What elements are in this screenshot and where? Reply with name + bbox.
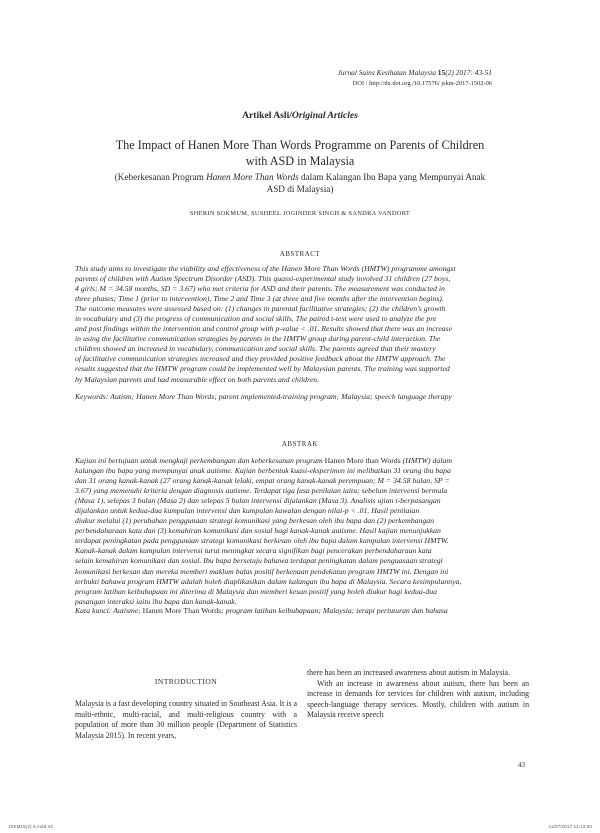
- subtitle-part-1: (Keberkesanan Program: [114, 172, 207, 182]
- abstrak-line: terdapat peningkatan pada penggunaan strategi komunikasi berkesan oleh ibu bapa dalam kumpulan intervensi HMTW.: [75, 536, 449, 546]
- abstrak-keywords: [75, 606, 524, 616]
- abstract-line: of facilitative communication strategies increased and they provided positive feedback about the HMTW approach. The: [75, 354, 446, 364]
- abstrak-line: (Masa 1), selepas 3 bulan (Masa 2) dan selepas 5 bulan intervensi dijalankan (Masa 3). Analisis ujian t-berpasangan: [75, 496, 441, 506]
- article-type-english: Original Articles: [291, 110, 358, 121]
- article-type-heading: [0, 110, 600, 121]
- abstract-line: The outcome measures were assessed based on: (1) changes in parental facilitative strategies; (2) the children's growth: [75, 304, 446, 314]
- abstract-line: and post findings within the intervention and control group with p-value < .01. Results showed that there was an increase: [75, 324, 453, 334]
- doi-line: DOI : http://dx.doi.org./10.17576/ jskm-2017-1502-06: [352, 80, 492, 87]
- journal-issue-pages: (2) 2017: 43-51: [445, 68, 492, 77]
- kata-kunci-part: Hanen More Than Words: [142, 606, 222, 615]
- abstract-body: [75, 264, 524, 385]
- print-slug-left: JSKM15(2) 6.indd 43: [8, 824, 54, 829]
- abstrak-heading: ABSTRAK: [282, 441, 318, 448]
- abstrak-line-part: Hanen More than Words: [324, 456, 401, 465]
- abstrak-line: diukur melalui (1) perubahan penggunaan strategi komunikasi yang berkesan oleh ibu bapa dan (2) perkembangan: [75, 516, 435, 526]
- abstract-line: This study aims to investigate the viability and effectiveness of the Hanen More Than Words (HMTW) programme amongst: [75, 264, 456, 273]
- abstrak-line: terbukti bahawa program HMTW adalah boleh diaplikasikan dalam kalangan ibu bapa di Malaysia. Secara kesimpulannya,: [75, 576, 462, 586]
- intro-paragraph: With an increase in awareness about autism, there has been an increase in demands for services for children with autism, including speech-language therapy services. Mostly, children with autism in Malaysia receive speech: [307, 678, 529, 720]
- intro-left-column: [75, 699, 297, 741]
- abstrak-line: perbendaharaan kata dan (3) kemahiran komunikasi dan sosial bagi kanak-kanak autisme. Hasil kajian menunjukkan: [75, 526, 441, 536]
- abstrak-line-part: (HMTW) dalam: [400, 456, 452, 465]
- abstract-line: parents of children with Autism Spectrum Disorder (ASD). This quassi-experimental study involved 31 children (27 boys,: [75, 274, 451, 284]
- abstrak-line: pasangan interaksi iaitu ibu bapa dan kanak-kanak.: [75, 596, 237, 606]
- intro-paragraph: Malaysia is a fast developing country situated in Southeast Asia. It is a multi-ethnic, multi-racial, and multi-religious country with a population of more than 30 million people (Department of Statistics Malaysia 2015). In recent years,: [75, 699, 297, 740]
- journal-citation: [192, 68, 492, 78]
- print-slug-right: 11/07/2017 11:13:00: [548, 824, 592, 829]
- kata-kunci-part: Autisme;: [111, 606, 143, 615]
- abstrak-line: program latihan keibubapaan ini diterima di Malaysia dan memberi kesan positif yang boleh diukur bagi kedua-dua: [75, 586, 437, 596]
- subtitle-part-2: dalam Kalangan Ibu Bapa yang Mempunyai Anak ASD di Malaysia): [266, 172, 486, 194]
- abstrak-line: [75, 456, 524, 466]
- intro-paragraph: there has been an increased awareness about autism in Malaysia.: [307, 668, 510, 677]
- abstract-line: three phases; Time 1 (prior to intervention), Time 2 and Time 3 (at three and five months after the intervention begins).: [75, 294, 444, 304]
- introduction-heading: INTRODUCTION: [154, 677, 218, 686]
- author-list: SHERIN SOKMUM, SUSHEEL JOGINDER SINGH & SANDRA VANDORT: [189, 210, 411, 217]
- journal-volume: 15: [437, 68, 446, 77]
- abstrak-line: selain kemahiran komunikasi dan sosial. Ibu bapa bersetuju bahawa terdapat peningkatan dalam penguasaan strategi: [75, 556, 443, 566]
- abstrak-line: dan 31 orang kanak-kanak (27 orang kanak-kanak lelaki, empat orang kanak-kanak perempuan; M = 34.58 bulan, SP =: [75, 476, 450, 486]
- abstract-line: by Malaysian parents and had measurable effect on both parents and children.: [75, 374, 320, 384]
- page-number: 43: [518, 761, 525, 769]
- abstract-line: in using the facilitative communication strategies by parents in the HMTW group during parent-child interaction. The: [75, 334, 441, 344]
- abstract-line: results suggested that the HMTW program could be implemented well by Malaysian parents. The training was supported: [75, 364, 450, 374]
- abstrak-line: Kanak-kanak dalam kumpulan intervensi turut meningkat secara signifikan bagi pencerakan perbendaharaan kata: [75, 546, 432, 556]
- kata-kunci-label: Kata kunci:: [75, 606, 112, 615]
- abstract-keywords: [75, 392, 524, 402]
- keywords-text: Autism; Hanen More Than Words; parent implemented-training program; Malaysia; speech language therapy: [108, 392, 452, 401]
- kata-kunci-part: ; program latihan keibubapaan; Malaysia; terapi pertuturan dan bahasa: [221, 606, 448, 615]
- subtitle-italic: Hanen More Than Words: [206, 172, 299, 182]
- abstrak-line: dijalankan untuk kedua-dua kumpulan intervensi dan kumpulan kawalan dengan nilai-p < .01. Hasil penilaian: [75, 506, 420, 516]
- abstrak-line: 3.67) yang memenuhi kriteria dengan diagnosis autisme. Terdapat tiga fasa penilaian iaitu; sebelum intervensi bermula: [75, 486, 448, 496]
- abstract-line: 4 girls; M = 34.58 months, SD = 3.67) who met criteria for ASD and their parents. The measurement was conducted in: [75, 284, 445, 294]
- abstrak-body: [75, 456, 524, 607]
- abstract-line: children showed an increased in vocabulary, communication and social skills. The parents agreed that their mastery: [75, 344, 436, 354]
- abstrak-line: kalangan ibu bapa yang mempunyai anak autisme. Kajian berbentuk kuasi-eksperimen ini melibatkan 31 orang ibu bapa: [75, 466, 451, 476]
- article-type-malay: Artikel Asli/: [242, 110, 292, 121]
- article-subtitle: [110, 172, 490, 195]
- article-title: The Impact of Hanen More Than Words Programme on Parents of Children with ASD in Malaysia: [115, 138, 485, 168]
- abstract-heading: ABSTRACT: [279, 251, 321, 258]
- abstract-line: in vocabulary and (3) the progress of communication and social skills. The paired t-test were used to analyze the pre: [75, 314, 437, 324]
- keywords-label: Keywords:: [75, 392, 109, 401]
- abstrak-line-part: Kajian ini bertujuan untuk mengkaji perkembangan dan keberkesanan program: [75, 456, 325, 465]
- intro-right-column: [307, 668, 529, 721]
- journal-name: Jurnal Sains Kesihatan Malaysia: [337, 68, 436, 77]
- abstrak-line: komunikasi berkesan dan mereka memberi maklum balas positif berkenaan pendekatan program HMTW ini. Dengan ini: [75, 566, 449, 576]
